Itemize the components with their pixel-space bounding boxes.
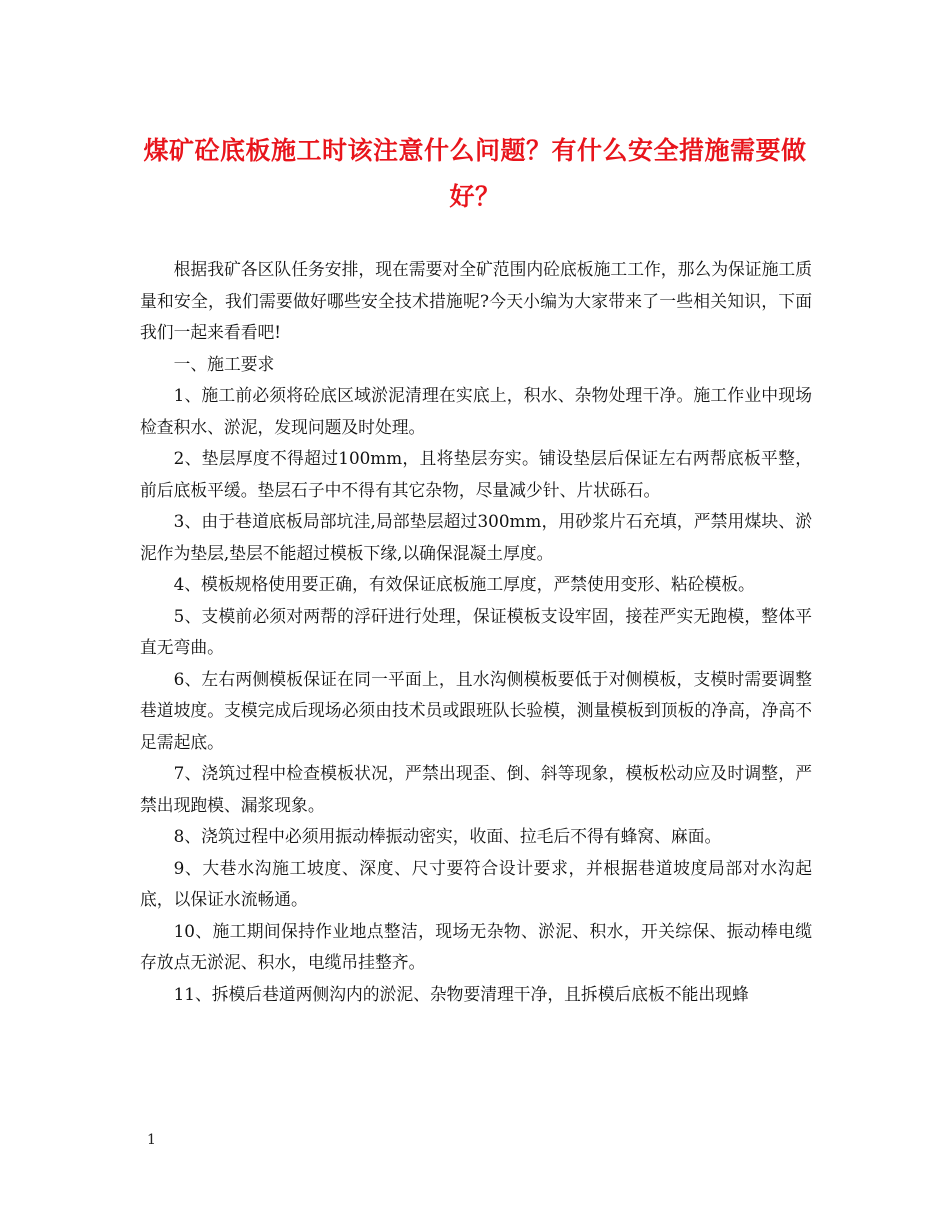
paragraph-item-4: 4、模板规格使用要正确，有效保证底板施工厚度，严禁使用变形、粘砼模板。 <box>173 574 755 594</box>
page-number: 1 <box>147 1132 156 1148</box>
paragraph-intro: 根据我矿各区队任务安排，现在需要对全矿范围内砼底板施工工作，那么为保证施工质量和安全，我们需要做好哪些安全技术措施呢?今天小编为大家带来了一些相关知识，下面我们一起来看看吧! <box>140 259 812 342</box>
paragraph-item-10: 10、施工期间保持作业地点整洁，现场无杂物、淤泥、积水，开关综保、振动棒电缆存放点无淤泥、积水，电缆吊挂整齐。 <box>140 920 812 972</box>
paragraph-item-6: 6、左右两侧模板保证在同一平面上，且水沟侧模板要低于对侧模板，支模时需要调整巷道坡度。支模完成后现场必须由技术员或跟班队长验模，测量模板到顶板的净高，净高不足需起底。 <box>140 668 812 752</box>
paragraph-item-7: 7、浇筑过程中检查模板状况，严禁出现歪、倒、斜等现象，模板松动应及时调整，严禁出现跑模、漏浆现象。 <box>140 763 812 815</box>
paragraph-item-5: 5、支模前必须对两帮的浮矸进行处理，保证模板支设牢固，接茬严实无跑模，整体平直无弯曲。 <box>140 605 812 657</box>
section-heading: 一、施工要求 <box>173 353 275 374</box>
paragraph-item-1: 1、施工前必须将砼底区域淤泥清理在实底上，积水、杂物处理干净。施工作业中现场检查积水、淤泥，发现问题及时处理。 <box>140 385 812 437</box>
paragraph-item-8: 8、浇筑过程中必须用振动棒振动密实，收面、拉毛后不得有蜂窝、麻面。 <box>173 826 722 846</box>
paragraph-item-11: 11、拆模后巷道两侧沟内的淤泥、杂物要清理干净，且拆模后底板不能出现蜂 <box>173 983 749 1004</box>
document-body <box>140 254 812 1010</box>
paragraph-item-3: 3、由于巷道底板局部坑洼,局部垫层超过300mm，用砂浆片石充填，严禁用煤块、淤泥作为垫层,垫层不能超过模板下缘,以确保混凝土厚度。 <box>140 511 812 563</box>
paragraph-item-2: 2、垫层厚度不得超过100mm，且将垫层夯实。铺设垫层后保证左右两帮底板平整，前后底板平缓。垫层石子中不得有其它杂物，尽量减少针、片状砾石。 <box>140 448 812 500</box>
document-title: 煤矿砼底板施工时该注意什么问题？有什么安全措施需要做好？ <box>143 136 807 211</box>
paragraph-item-9: 9、大巷水沟施工坡度、深度、尺寸要符合设计要求，并根据巷道坡度局部对水沟起底，以保证水流畅通。 <box>140 857 812 909</box>
